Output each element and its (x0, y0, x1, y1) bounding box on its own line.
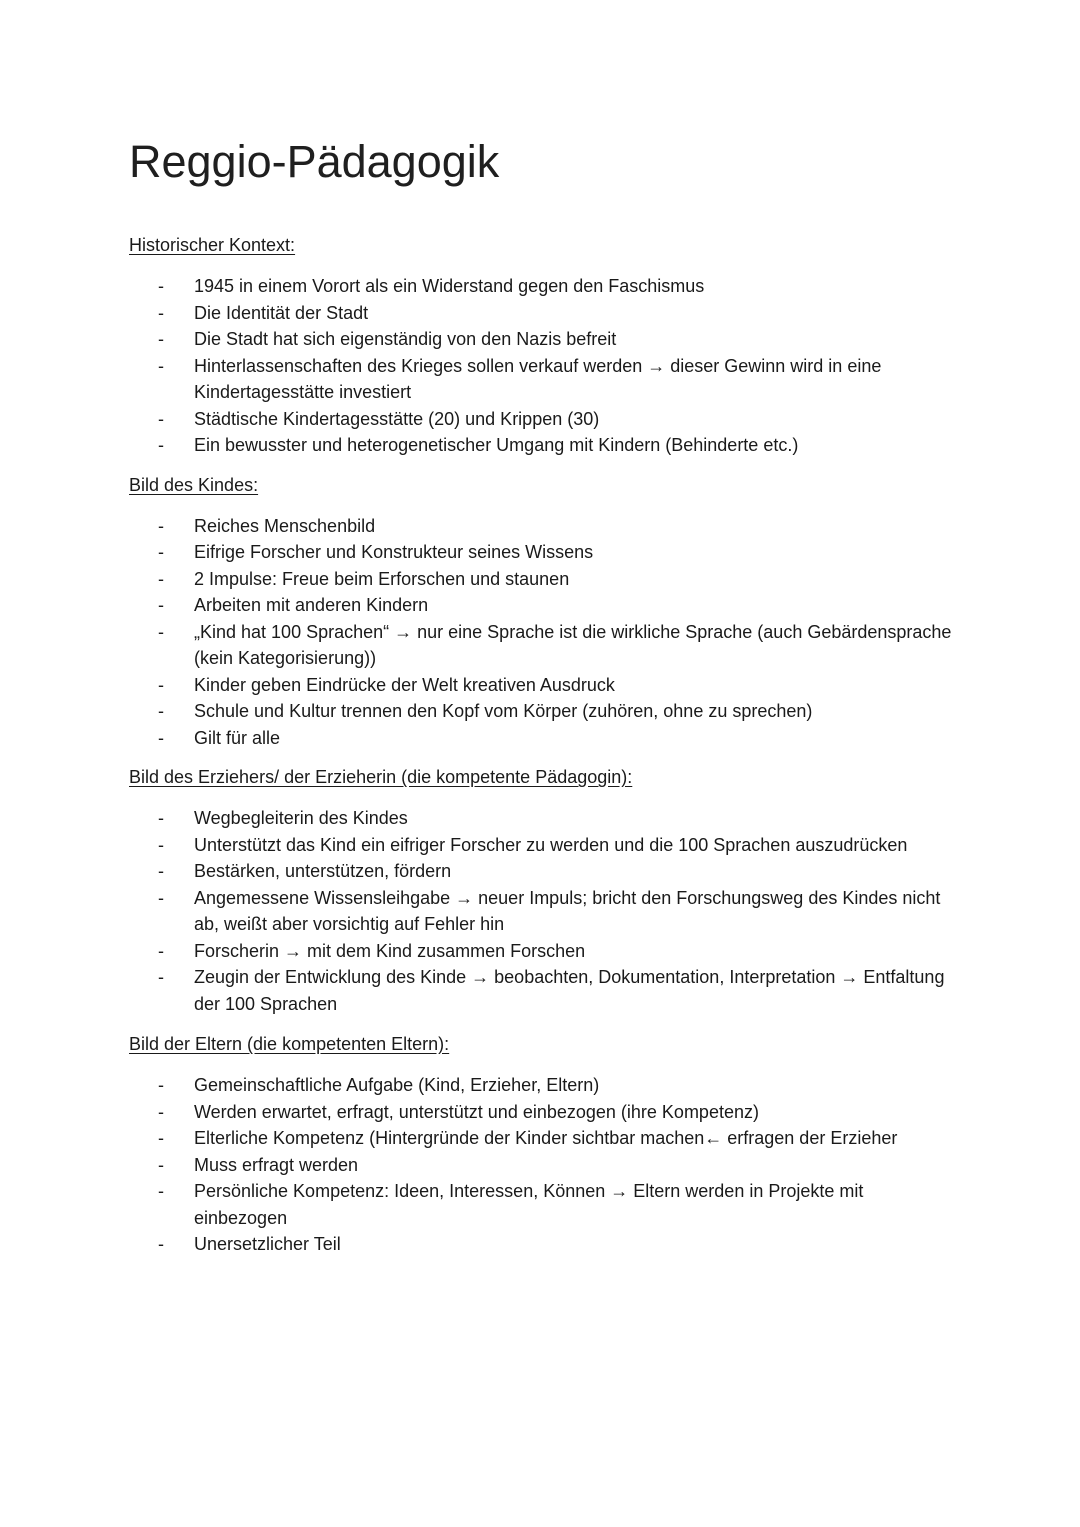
bullet-marker: - (158, 302, 164, 323)
list-item (129, 539, 954, 566)
list-item-text: Angemessene Wissensleihgabe → neuer Impuls; bricht den Forschungsweg des Kindes nicht ab, weißt aber vorsichtig auf Fehler hin (194, 887, 941, 934)
section-heading: Bild des Erziehers/ der Erzieherin (die kompetente Pädagogin): (129, 767, 633, 787)
bullet-marker: - (158, 542, 164, 562)
list-item (129, 432, 954, 459)
section-bild-der-eltern (129, 1032, 1020, 1258)
list-item (129, 406, 954, 433)
list-item-text: Muss erfragt werden (194, 1154, 359, 1175)
list-item-text: Forscherin → mit dem Kind zusammen Forschen (194, 940, 586, 961)
bullet-marker: - (158, 701, 164, 721)
section-bild-des-kindes (129, 473, 1020, 752)
bullet-marker: - (158, 727, 164, 748)
list-item (129, 832, 954, 859)
section-bild-des-erziehers (129, 765, 1020, 1017)
list-item (129, 513, 954, 540)
bullet-marker: - (158, 355, 164, 376)
bullet-marker: - (158, 1234, 164, 1254)
bullet-marker: - (158, 276, 164, 296)
bullet-marker: - (158, 1101, 164, 1122)
list-item (129, 273, 954, 300)
bullet-marker: - (158, 887, 164, 908)
bullet-marker: - (158, 515, 164, 536)
list-item-text: „Kind hat 100 Sprachen“ → nur eine Sprache ist die wirkliche Sprache (auch Gebärdensprache (kein Kategorisierung)) (194, 621, 952, 668)
list-item-text: Ein bewusster und heterogenetischer Umgang mit Kindern (Behinderte etc.) (194, 435, 799, 455)
bullet-marker: - (158, 1154, 164, 1175)
bullet-marker: - (158, 861, 164, 881)
list-item-text: Bestärken, unterstützen, fördern (194, 861, 452, 881)
list-item-text: Zeugin der Entwicklung des Kinde → beobachten, Dokumentation, Interpretation → Entfaltung der 100 Sprachen (194, 967, 945, 1014)
list-item (129, 858, 954, 885)
list-item (129, 1072, 954, 1099)
list-item-text: Arbeiten mit anderen Kindern (194, 595, 429, 615)
list-item (129, 1231, 954, 1258)
list-item-text: Unterstützt das Kind ein eifriger Forscher zu werden und die 100 Sprachen auszudrücken (194, 834, 908, 855)
list-item (129, 885, 954, 938)
list-item (129, 619, 954, 672)
section-heading: Historischer Kontext: (129, 235, 296, 255)
bullet-list (129, 1072, 1020, 1258)
bullet-marker: - (158, 808, 164, 828)
list-item (129, 1099, 954, 1126)
bullet-marker: - (158, 408, 164, 429)
list-item (129, 672, 954, 699)
bullet-list (129, 805, 1020, 1017)
bullet-marker: - (158, 1181, 164, 1201)
bullet-marker: - (158, 621, 164, 642)
section-heading: Bild des Kindes: (129, 474, 259, 495)
list-item-text: Unersetzlicher Teil (194, 1234, 341, 1254)
list-item (129, 353, 954, 406)
list-item-text: Gemeinschaftliche Aufgabe (Kind, Erzieher, Eltern) (194, 1075, 600, 1095)
list-item (129, 592, 954, 619)
list-item-text: Die Stadt hat sich eigenständig von den Nazis befreit (194, 329, 617, 349)
bullet-marker: - (158, 967, 164, 987)
list-item-text: Elterliche Kompetenz (Hintergründe der Kinder sichtbar machen← erfragen der Erzieher (194, 1128, 898, 1148)
list-item-text: 2 Impulse: Freue beim Erforschen und staunen (194, 568, 570, 589)
list-item-text: Hinterlassenschaften des Krieges sollen verkauf werden → dieser Gewinn wird in eine Kindertagesstätte investiert (194, 355, 882, 402)
bullet-marker: - (158, 435, 164, 455)
list-item-text: Städtische Kindertagesstätte (20) und Krippen (30) (194, 408, 600, 429)
list-item-text: Werden erwartet, erfragt, unterstützt und einbezogen (ihre Kompetenz) (194, 1101, 759, 1122)
list-item-text: Die Identität der Stadt (194, 302, 369, 323)
bullet-marker: - (158, 674, 164, 695)
section-heading: Bild der Eltern (die kompetenten Eltern): (129, 1034, 450, 1054)
list-item-text: Wegbegleiterin des Kindes (194, 808, 408, 828)
bullet-marker: - (158, 568, 164, 589)
list-item (129, 1152, 954, 1179)
list-item-text: Persönliche Kompetenz: Ideen, Interessen, Können → Eltern werden in Projekte mit einbezogen (194, 1181, 864, 1228)
list-item-text: Reiches Menschenbild (194, 515, 376, 536)
bullet-marker: - (158, 834, 164, 855)
list-item (129, 938, 954, 965)
list-item (129, 805, 954, 832)
list-item (129, 1178, 954, 1231)
list-item (129, 1125, 954, 1152)
list-item-text: Eifrige Forscher und Konstrukteur seines Wissens (194, 542, 594, 562)
list-item-text: Gilt für alle (194, 727, 281, 748)
bullet-list (129, 273, 1020, 459)
list-item-text: Kinder geben Eindrücke der Welt kreativen Ausdruck (194, 674, 615, 695)
bullet-marker: - (158, 329, 164, 349)
bullet-marker: - (158, 595, 164, 615)
list-item-text: 1945 in einem Vorort als ein Widerstand gegen den Faschismus (194, 276, 705, 296)
list-item (129, 964, 954, 1017)
list-item (129, 300, 954, 327)
list-item (129, 326, 954, 353)
list-item (129, 698, 954, 725)
list-item-text: Schule und Kultur trennen den Kopf vom Körper (zuhören, ohne zu sprechen) (194, 701, 813, 721)
bullet-marker: - (158, 940, 164, 961)
list-item (129, 725, 954, 752)
bullet-list (129, 513, 1020, 752)
bullet-marker: - (158, 1128, 164, 1148)
page-title: Reggio-Pädagogik (129, 136, 500, 187)
section-historischer-kontext (129, 233, 1020, 459)
list-item (129, 566, 954, 593)
bullet-marker: - (158, 1075, 164, 1095)
